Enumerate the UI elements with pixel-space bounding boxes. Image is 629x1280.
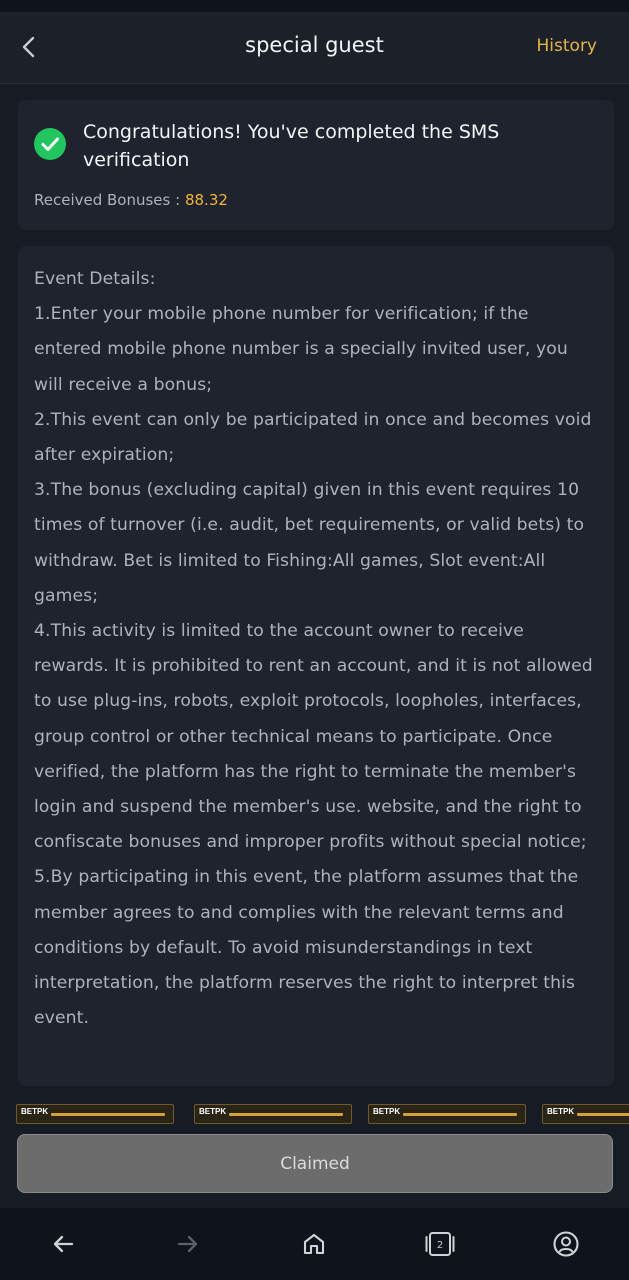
claimed-button[interactable]: Claimed <box>17 1134 613 1193</box>
thumbnail-bar <box>577 1113 629 1116</box>
browser-home-button[interactable] <box>296 1226 332 1262</box>
promo-thumbnail-strip[interactable] <box>16 1104 629 1124</box>
thumbnail-label: BETPK <box>373 1107 401 1116</box>
thumbnail-label: BETPK <box>199 1107 227 1116</box>
promo-thumbnail[interactable] <box>194 1104 352 1124</box>
app-header <box>0 12 629 84</box>
status-bar <box>0 0 629 12</box>
page-title: special guest <box>245 33 384 57</box>
thumbnail-label: BETPK <box>547 1107 575 1116</box>
bonus-row <box>34 191 228 209</box>
tab-count: 2 <box>436 1240 444 1251</box>
browser-nav-bar <box>0 1208 629 1280</box>
thumbnail-bar <box>51 1113 165 1116</box>
promo-thumbnail[interactable] <box>16 1104 174 1124</box>
thumbnail-bar <box>403 1113 517 1116</box>
browser-tabs-button[interactable] <box>422 1226 458 1262</box>
tabs-icon <box>424 1230 456 1258</box>
promo-thumbnail[interactable] <box>542 1104 629 1124</box>
verification-success-card <box>18 100 614 230</box>
arrow-left-icon <box>50 1231 76 1257</box>
bonus-value: 88.32 <box>184 191 228 209</box>
browser-forward-button[interactable] <box>170 1226 206 1262</box>
history-link[interactable]: History <box>536 36 597 56</box>
home-icon <box>301 1231 327 1257</box>
bonus-label: Received Bonuses : <box>34 191 181 209</box>
account-icon <box>552 1230 580 1258</box>
browser-back-button[interactable] <box>45 1226 81 1262</box>
browser-account-button[interactable] <box>548 1226 584 1262</box>
event-details-text: Event Details: 1.Enter your mobile phone number for verification; if the entered mobile phone number is a specially invited user, you will receive a bonus; 2.This event can only be participated in once and becomes void after expiration; 3.The bonus (excluding capital) given in this event requires 10 times of turnover (i.e. audit, bet requirements, or valid bets) to withdraw. Bet is limited to Fishing:All games, Slot event:All games; 4.This activity is limited to the account owner to receive rewards. It is prohibited to rent an account, and it is not allowed to use plug-ins, robots, exploit protocols, loopholes, interfaces, group control or other technical means to participate. Once verified, the platform has the right to terminate the member's login and suspend the member's use. website, and the right to confiscate bonuses and improper profits without special notice; 5.By participating in this event, the platform assumes that the member agrees to and complies with the relevant terms and conditions by default. To avoid misunderstandings in text interpretation, the platform reserves the right to interpret this event. <box>34 269 593 1029</box>
promo-thumbnail[interactable] <box>368 1104 526 1124</box>
arrow-right-icon <box>175 1231 201 1257</box>
success-message: Congratulations! You've completed the SMS verification <box>83 121 500 171</box>
thumbnail-bar <box>229 1113 343 1116</box>
thumbnail-label: BETPK <box>21 1107 49 1116</box>
check-circle-icon <box>34 128 66 160</box>
event-details-card <box>18 246 614 1086</box>
